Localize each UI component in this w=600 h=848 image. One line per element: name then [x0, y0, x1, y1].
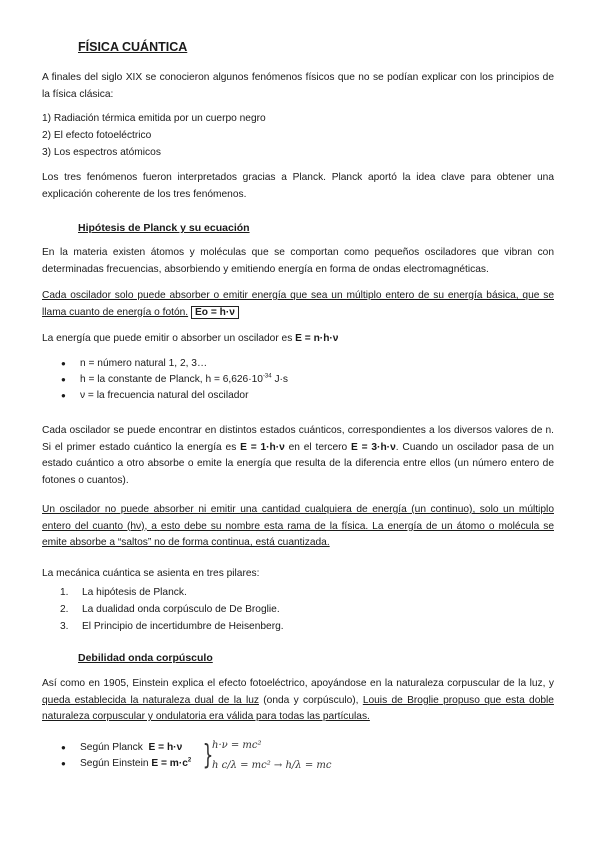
first-state-formula: E = 1·h·ν — [240, 441, 285, 453]
pillars-intro: La mecánica cuántica se asienta en tres pilares: — [42, 568, 260, 579]
intro-paragraph: A finales del siglo XIX se conocieron algunos fenómenos físicos que no se podían explicar con los principios de la física clásica: — [42, 72, 554, 100]
exponent: 2 — [187, 757, 192, 764]
energy-text: La energía que puede emitir o absorber un oscilador es — [42, 333, 293, 344]
energy-paragraph — [42, 331, 554, 348]
list-item: 2. La dualidad onda corpúsculo de De Broglie. — [60, 604, 280, 615]
quantum-paragraph — [42, 288, 554, 321]
section-heading-duality: Debilidad onda corpúsculo — [78, 652, 213, 664]
planck-intro-paragraph: Los tres fenómenos fueron interpretados gracias a Planck. Planck aportó la idea clave para obtener una explicación coherente de los tres fenómenos. — [42, 172, 554, 200]
definitions-list — [58, 356, 538, 404]
list-item: 3. El Principio de incertidumbre de Heisenberg. — [60, 621, 284, 632]
list-item: 1) Radiación térmica emitida por un cuerpo negro — [42, 113, 266, 124]
handwritten-equation: h c/λ = mc² → h/λ = mc — [212, 760, 332, 771]
list-item: ● Según Planck E = h·ν — [58, 740, 218, 756]
duality-list — [58, 740, 218, 772]
list-item: 3) Los espectros atómicos — [42, 147, 161, 158]
brace-mark: } — [202, 738, 214, 771]
list-item: ● h = la constante de Planck, $h = 6,626\cdot 10^{-34}$ J·s — [58, 372, 538, 388]
page-title: FÍSICA CUÁNTICA — [78, 40, 188, 54]
states-paragraph: Cada oscilador se puede encontrar en distintos estados cuánticos, correspondientes a los diversos valores de n. Si el primer estado cuántico la energía es E = 1·h·ν en el tercero E = 3·h·ν. Cuando un oscilador pasa de un estado cuántico a otro absorbe o emite la energía que resulta de la diferencia entre ellos (un número entero de fotones o cuantos). — [42, 425, 554, 486]
duality-paragraph: Así como en 1905, Einstein explica el efecto fotoeléctrico, apoyándose en la naturaleza corpuscular de la luz, y queda establecida la naturaleza dual de la luz (onda y corpúsculo), Louis de Broglie propuso que esta doble naturaleza corpuscular y ondulatoria era válida para todas las partículas. — [42, 678, 554, 722]
list-item: ● n = número natural 1, 2, 3… — [58, 356, 538, 372]
quantized-paragraph: Un oscilador no puede absorber ni emitir una cantidad cualquiera de energía (un continuo), solo un múltiplo entero del cuanto (hν), a esto debe su nombre esta rama de la física. La energía de un átomo o molécula se emite absorbe a “saltos” no de forma continua, está cuantizada. — [42, 504, 554, 548]
pillars-list — [56, 584, 536, 635]
handwritten-equation: h·ν = mc² — [212, 740, 262, 751]
third-state-formula: E = 3·h·ν — [351, 441, 396, 453]
energy-formula: E = n·h·ν — [295, 333, 339, 344]
photon-formula: Eo = h·ν — [191, 306, 239, 319]
list-item: 2) El efecto fotoeléctrico — [42, 130, 152, 141]
list-item: ● Según Einstein $E = m\cdot c^2$ — [58, 756, 218, 772]
exponent: -34 — [262, 373, 272, 380]
section-heading-planck: Hipótesis de Planck y su ecuación — [78, 222, 250, 234]
list-item: ● ν = la frecuencia natural del oscilador — [58, 388, 538, 404]
quantum-text: Cada oscilador solo puede absorber o emitir energía que sea un múltiplo entero de su energía básica, que se llama cuanto de energía o fotón. — [42, 290, 554, 318]
atoms-paragraph: En la materia existen átomos y moléculas que se comportan como pequeños osciladores que vibran con determinadas frecuencias, absorbiendo y emitiendo energía en forma de ondas electromagnéticas. — [42, 247, 554, 275]
unit: J·s — [271, 374, 289, 385]
list-item: 1. La hipótesis de Planck. — [60, 587, 187, 598]
phenomena-list — [42, 111, 554, 162]
